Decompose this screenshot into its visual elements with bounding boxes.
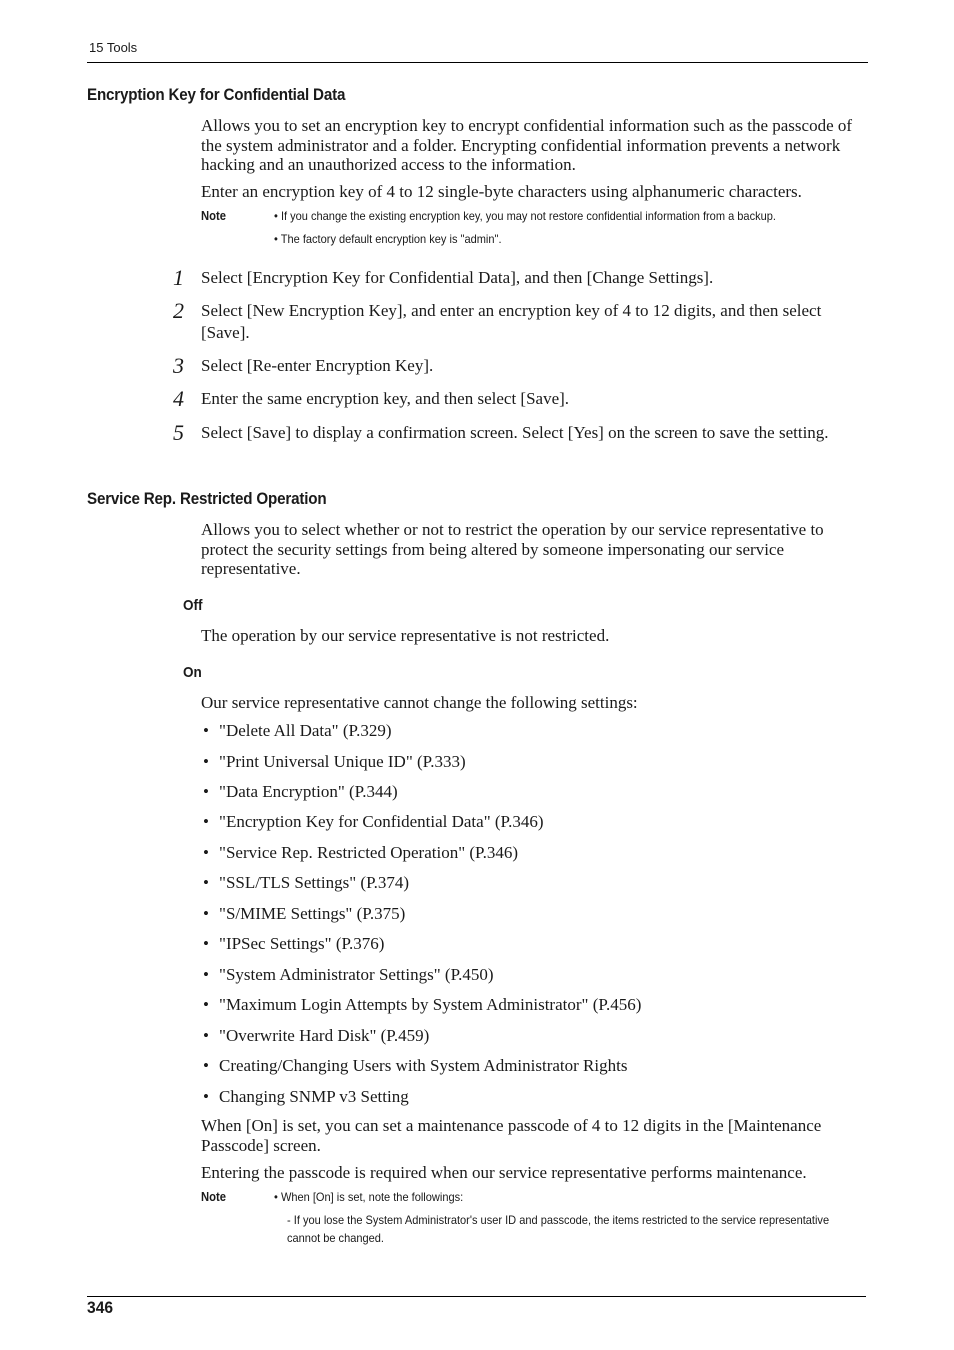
option-label-on: On — [183, 664, 202, 681]
note-item: • The factory default encryption key is "admin". — [274, 232, 502, 246]
note-item: • If you change the existing encryption key, you may not restore confidential information from a backup. — [274, 209, 776, 223]
note-label: Note — [201, 1190, 227, 1204]
list-item: • "Delete All Data" (P.329) — [203, 721, 392, 740]
page-number: 346 — [87, 1298, 114, 1317]
list-item: • "Service Rep. Restricted Operation" (P.346) — [203, 843, 519, 862]
list-item: • "S/MIME Settings" (P.375) — [203, 904, 406, 923]
list-item: • "Encryption Key for Confidential Data" (P.346) — [203, 812, 544, 831]
paragraph: Allows you to select whether or not to restrict the operation by our service representative to protect the security settings from being altered by someone impersonating our service representative. — [201, 520, 824, 578]
step-number: 2 — [173, 298, 184, 323]
paragraph: Allows you to set an encryption key to encrypt confidential information such as the passcode of the system administrator and a folder. Encrypting confidential information prevents a network hacking and an unauthorized access to the information. — [201, 116, 853, 174]
list-item: • Creating/Changing Users with System Administrator Rights — [203, 1056, 628, 1075]
list-item: • "SSL/TLS Settings" (P.374) — [203, 873, 410, 892]
step-number: 5 — [173, 420, 184, 445]
list-item: • "System Administrator Settings" (P.450) — [203, 965, 494, 984]
paragraph: Our service representative cannot change the following settings: — [201, 693, 638, 712]
list-item: • "Maximum Login Attempts by System Administrator" (P.456) — [203, 995, 642, 1014]
paragraph: Entering the passcode is required when our service representative performs maintenance. — [201, 1163, 807, 1182]
list-item: • Changing SNMP v3 Setting — [203, 1087, 409, 1106]
list-item: • "Print Universal Unique ID" (P.333) — [203, 752, 466, 771]
note-sub-item: - If you lose the System Administrator's user ID and passcode, the items restricted to the service representative cannot be changed. — [287, 1213, 830, 1245]
section-title-service-rep: Service Rep. Restricted Operation — [87, 490, 327, 508]
step-text: Select [Save] to display a confirmation screen. Select [Yes] on the screen to save the setting. — [201, 423, 829, 442]
paragraph: The operation by our service representative is not restricted. — [201, 626, 610, 645]
step-text: Enter the same encryption key, and then select [Save]. — [201, 389, 570, 408]
running-header: 15 Tools — [89, 40, 138, 55]
list-item: • "Data Encryption" (P.344) — [203, 782, 398, 801]
note-label: Note — [201, 209, 227, 223]
step-number: 3 — [173, 353, 184, 378]
step-number: 1 — [173, 265, 184, 290]
step-text: Select [Encryption Key for Confidential Data], and then [Change Settings]. — [201, 268, 714, 287]
footer-rule — [87, 1296, 866, 1297]
paragraph: When [On] is set, you can set a maintenance passcode of 4 to 12 digits in the [Maintenance Passcode] screen. — [201, 1116, 822, 1155]
list-item: • "Overwrite Hard Disk" (P.459) — [203, 1026, 430, 1045]
step-number: 4 — [173, 386, 184, 411]
section-title-encryption-key: Encryption Key for Confidential Data — [87, 86, 346, 104]
step-text: Select [New Encryption Key], and enter an encryption key of 4 to 12 digits, and then select [Save]. — [201, 301, 822, 342]
paragraph: Enter an encryption key of 4 to 12 single-byte characters using alphanumeric characters. — [201, 182, 802, 201]
option-label-off: Off — [183, 597, 203, 614]
step-text: Select [Re-enter Encryption Key]. — [201, 356, 434, 375]
note-item: • When [On] is set, note the followings: — [274, 1190, 464, 1204]
header-rule — [87, 62, 868, 63]
list-item: • "IPSec Settings" (P.376) — [203, 934, 385, 953]
